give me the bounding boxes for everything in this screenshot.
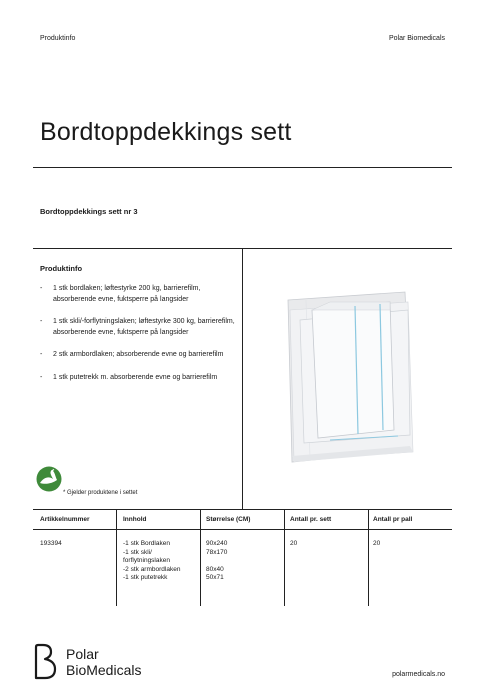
table-cell-per-pallet: 20 xyxy=(373,540,381,547)
table-top-rule xyxy=(33,509,452,510)
table-header-rule xyxy=(33,529,452,530)
nordic-swan-ecolabel-icon xyxy=(36,466,62,492)
table-header-article: Artikkelnummer xyxy=(40,516,90,523)
title-divider xyxy=(33,167,452,168)
table-cell-sizes: 90x240 78x170 80x40 50x71 xyxy=(206,540,228,581)
column-divider xyxy=(242,249,243,509)
table-cell-per-set: 20 xyxy=(290,540,298,547)
list-item: - 1 stk skli/-forflytningslaken; løftestyrke 300 kg, barrierefilm, absorberende evne, fuktsperre på langsider xyxy=(40,318,235,336)
table-header-size: Størrelse (CM) xyxy=(206,516,251,523)
page-title: Bordtoppdekkings sett xyxy=(40,118,292,146)
header-section-label: Produktinfo xyxy=(40,35,76,42)
header-company-name: Polar Biomedicals xyxy=(388,35,445,42)
website-link[interactable]: polarmedicals.no xyxy=(392,671,445,678)
table-header-per-pallet: Antall pr pall xyxy=(373,516,413,523)
table-header-contents: Innhold xyxy=(123,516,147,523)
brand-name: Polar BioMedicals xyxy=(66,646,142,678)
product-info-list xyxy=(40,284,235,395)
polar-logo-icon xyxy=(33,643,59,680)
list-item: - 1 stk putetrekk m. absorberende evne og barrierefilm xyxy=(40,373,218,381)
product-info-heading: Produktinfo xyxy=(40,264,83,273)
product-subtitle: Bordtoppdekkings sett nr 3 xyxy=(40,207,138,216)
list-item: - 1 stk bordlaken; løftestyrke 200 kg, barrierefilm, absorberende evne, fuktsperre på langsider xyxy=(40,285,201,303)
table-cell-article: 193394 xyxy=(40,540,62,547)
table-header-per-set: Antall pr. sett xyxy=(290,516,332,523)
list-item: - 2 stk armbordlaken; absorberende evne og barrierefilm xyxy=(40,351,224,358)
product-photo xyxy=(270,280,425,470)
table-cell-contents: -1 stk Bordlaken -1 stk skli/ forflytningslaken -2 stk armbordlaken -1 stk putetrekk xyxy=(123,540,181,581)
ecolabel-note: * Gjelder produktene i settet xyxy=(63,490,138,496)
